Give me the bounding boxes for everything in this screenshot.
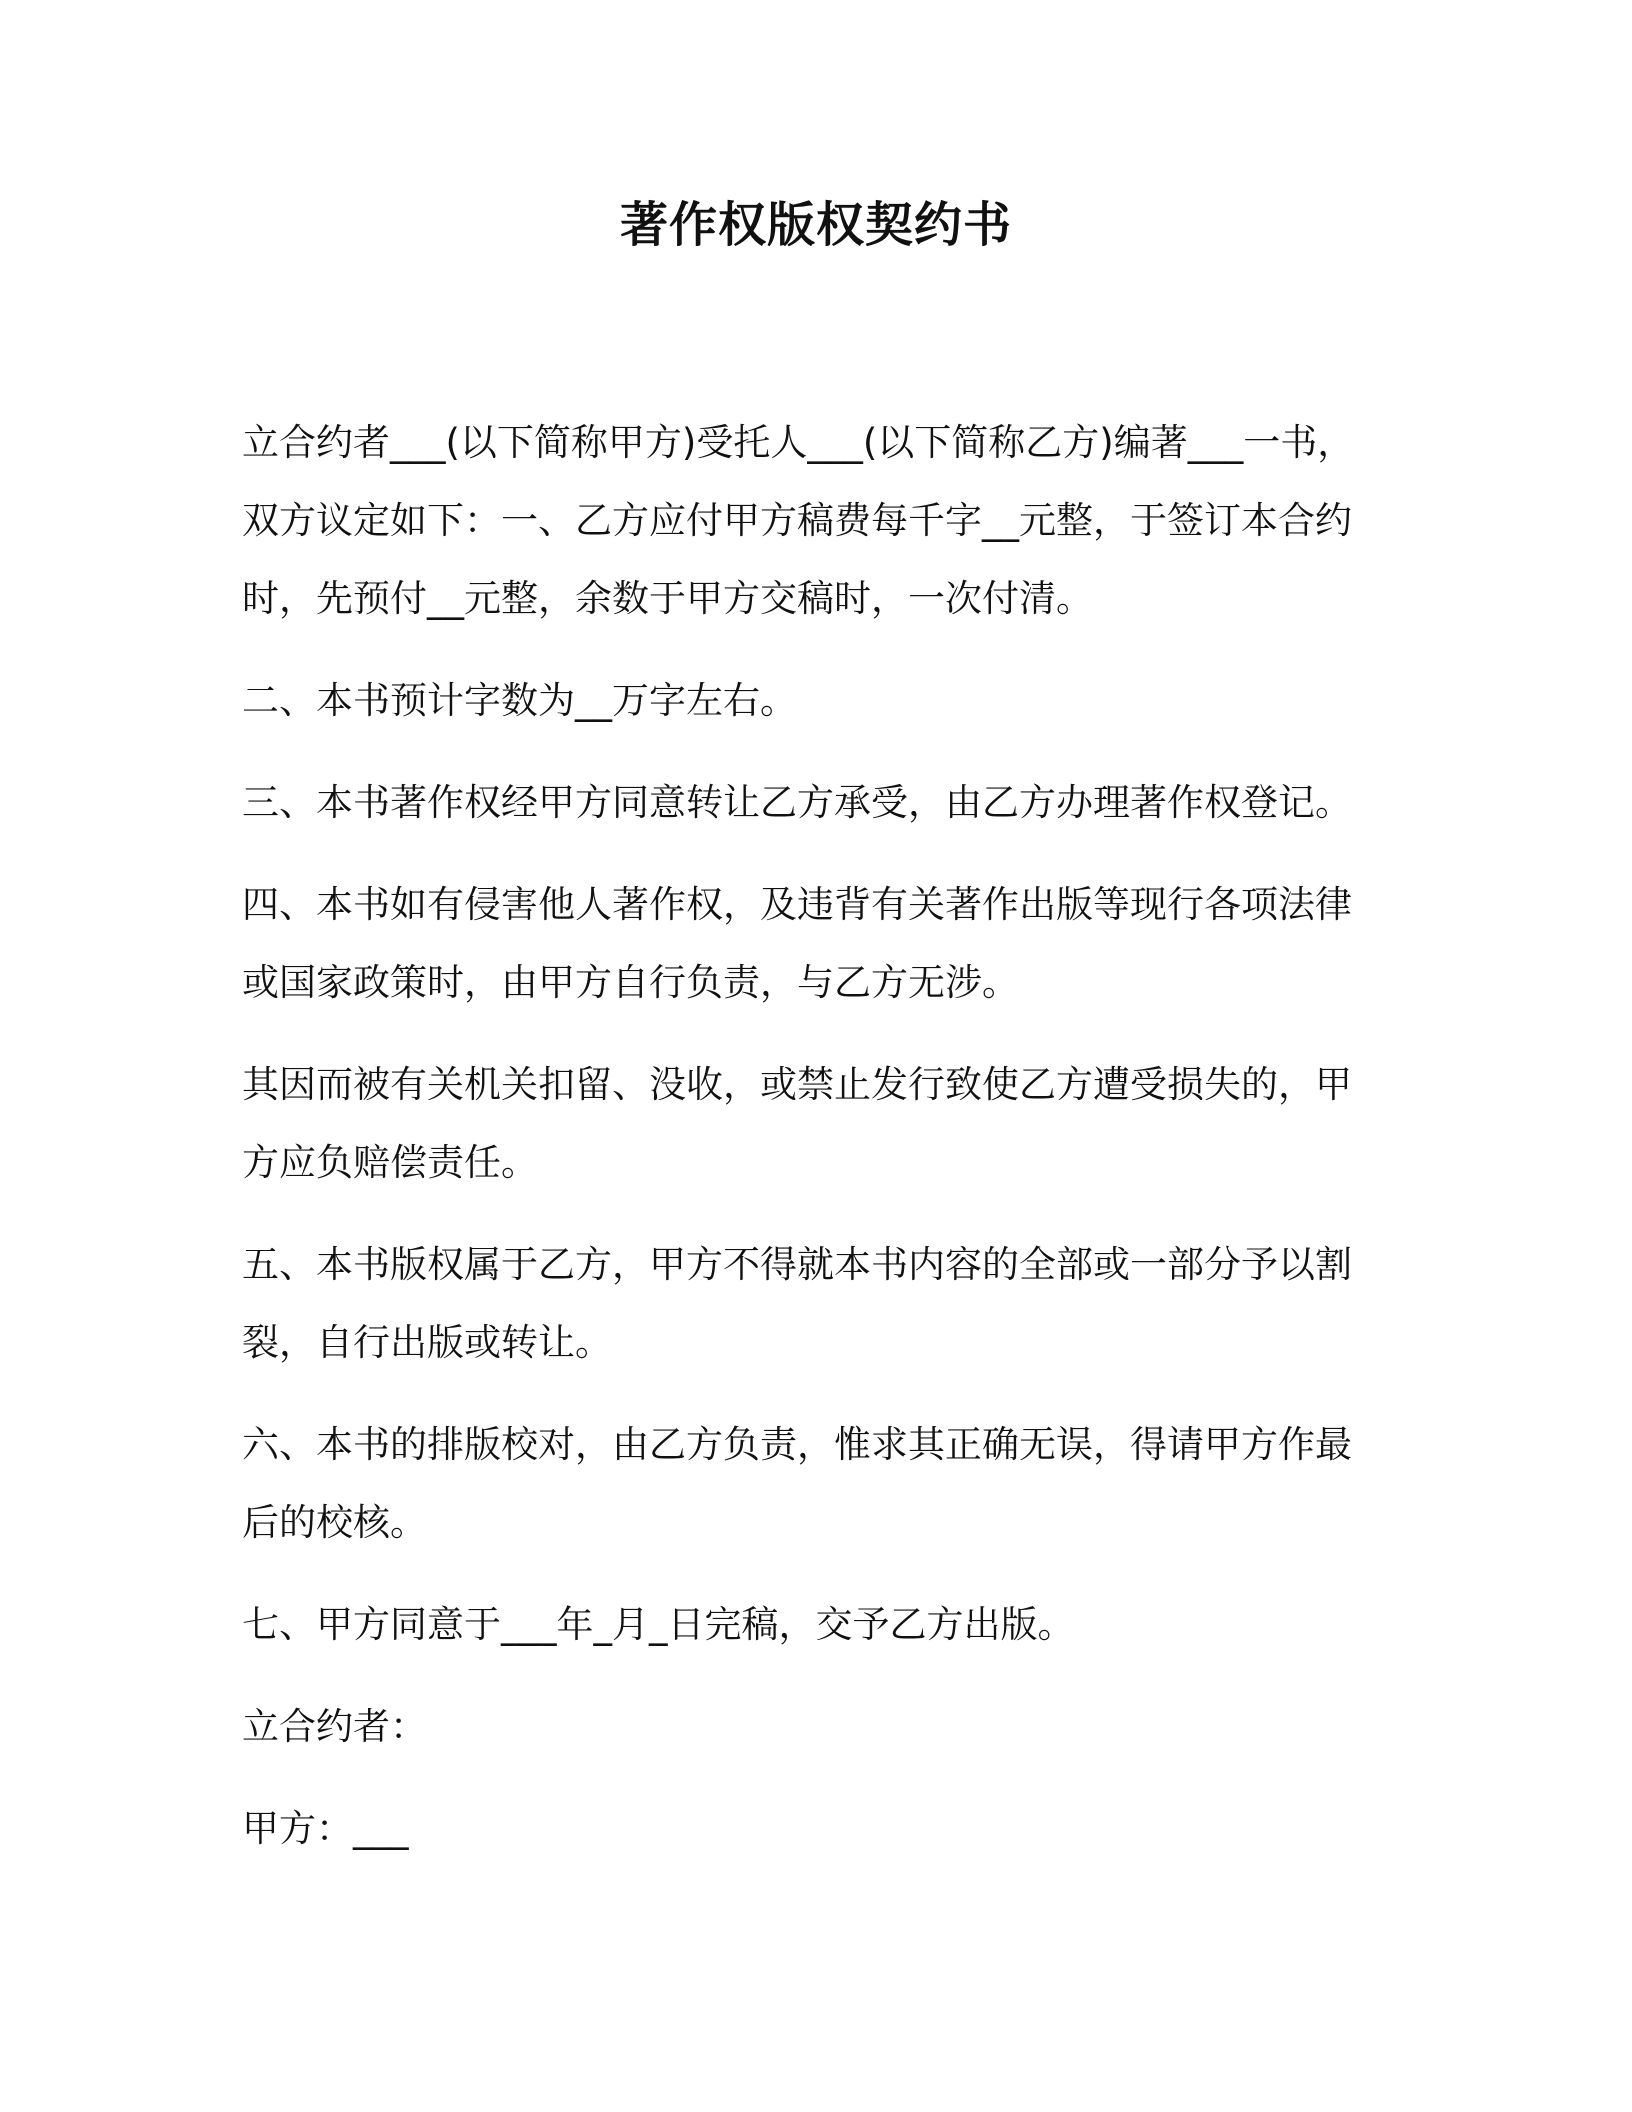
text-line: 后的校核。 xyxy=(242,1501,427,1544)
text-line: 立合约者___(以下简称甲方)受托人___(以下简称乙方)编著___一书， xyxy=(242,421,1355,464)
text-line: 时，先预付__元整，余数于甲方交稿时，一次付清。 xyxy=(242,577,1093,620)
text-line: 或国家政策时，由甲方自行负责，与乙方无涉。 xyxy=(242,961,1019,1004)
paragraph-clause-7 xyxy=(242,1586,1392,1664)
text-line: 裂，自行出版或转让。 xyxy=(242,1321,612,1364)
paragraph-clause-3 xyxy=(242,764,1392,842)
paragraph-clause-4-continued xyxy=(242,1046,1392,1202)
text-line: 三、本书著作权经甲方同意转让乙方承受，由乙方办理著作权登记。 xyxy=(242,781,1352,824)
document-title: 著作权版权契约书 xyxy=(619,197,1012,253)
paragraph-clause-4 xyxy=(242,866,1392,1022)
paragraph-clause-5 xyxy=(242,1226,1392,1382)
signatories-heading xyxy=(242,1688,1392,1766)
text-line: 双方议定如下：一、乙方应付甲方稿费每千字__元整，于签订本合约 xyxy=(242,499,1352,542)
paragraph-preamble xyxy=(242,404,1392,638)
text-line: 方应负赔偿责任。 xyxy=(242,1141,538,1184)
text-line: 立合约者： xyxy=(242,1705,427,1748)
text-line: 六、本书的排版校对，由乙方负责，惟求其正确无误，得请甲方作最 xyxy=(242,1423,1352,1466)
text-line: 甲方：___ xyxy=(242,1807,409,1850)
text-line: 其因而被有关机关扣留、没收，或禁止发行致使乙方遭受损失的，甲 xyxy=(242,1063,1352,1106)
paragraph-clause-2 xyxy=(242,662,1392,740)
party-a-signature-line xyxy=(242,1790,1392,1868)
text-line: 二、本书预计字数为__万字左右。 xyxy=(242,679,797,722)
paragraph-clause-6 xyxy=(242,1406,1392,1562)
text-line: 五、本书版权属于乙方，甲方不得就本书内容的全部或一部分予以割 xyxy=(242,1243,1352,1286)
text-line: 七、甲方同意于___年_月_日完稿，交予乙方出版。 xyxy=(242,1603,1075,1646)
text-line: 四、本书如有侵害他人著作权，及违背有关著作出版等现行各项法律 xyxy=(242,883,1352,926)
